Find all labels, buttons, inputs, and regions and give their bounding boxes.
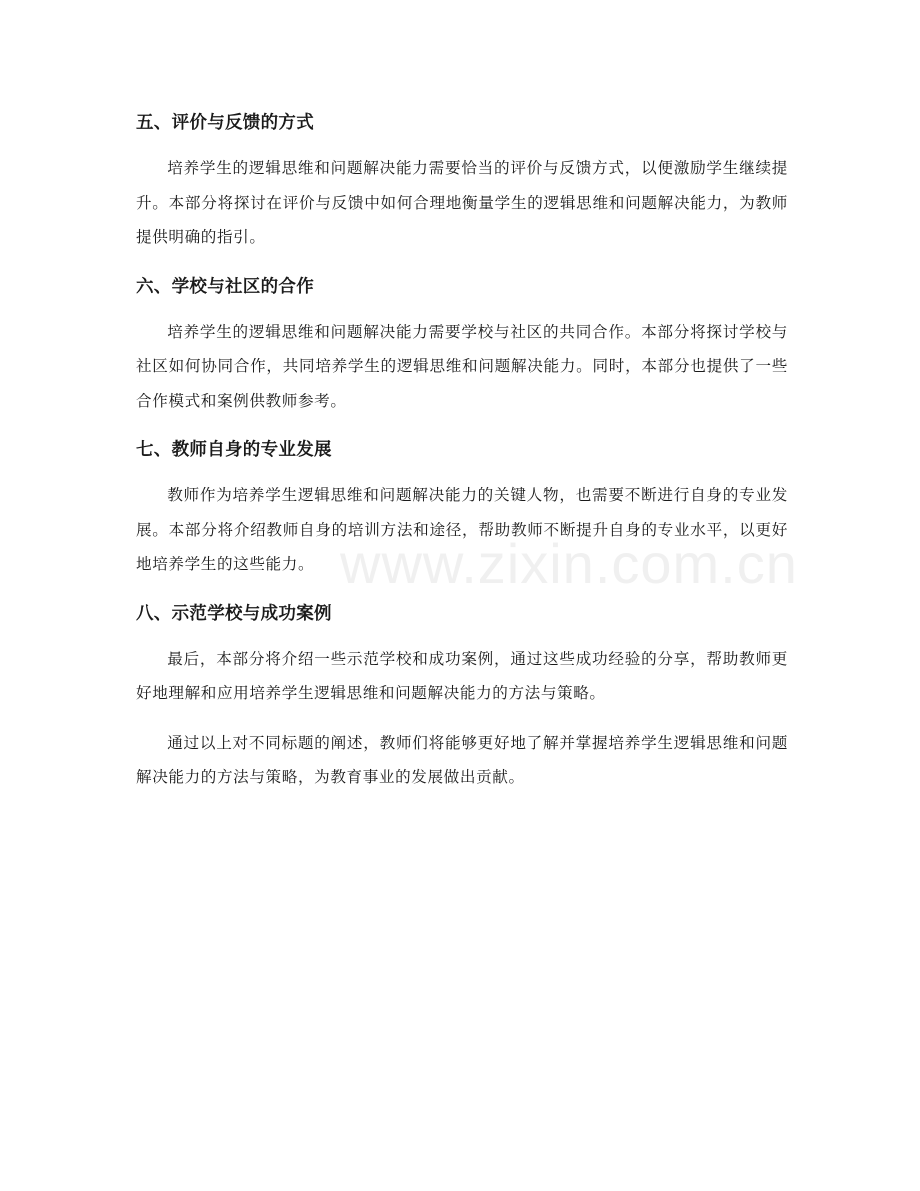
- document-body: [136, 106, 788, 810]
- section-heading: 六、学校与社区的合作: [136, 276, 314, 297]
- section-paragraph: 培养学生的逻辑思维和问题解决能力需要学校与社区的共同合作。本部分将探讨学校与社区如何协同合作，共同培养学生的逻辑思维和问题解决能力。同时，本部分也提供了一些合作模式和案例供教师参考。: [136, 322, 788, 410]
- watermark: www.zixin.com.cn: [340, 532, 798, 595]
- closing-paragraph: 通过以上对不同标题的阐述，教师们将能够更好地了解并掌握培养学生逻辑思维和问题解决能力的方法与策略，为教育事业的发展做出贡献。: [136, 733, 788, 786]
- section-heading: 八、示范学校与成功案例: [136, 603, 332, 624]
- section-paragraph: 培养学生的逻辑思维和问题解决能力需要恰当的评价与反馈方式，以便激励学生继续提升。本部分将探讨在评价与反馈中如何合理地衡量学生的逻辑思维和问题解决能力，为教师提供明确的指引。: [136, 159, 788, 246]
- section-heading: 五、评价与反馈的方式: [136, 113, 314, 133]
- section-paragraph: 最后，本部分将介绍一些示范学校和成功案例，通过这些成功经验的分享，帮助教师更好地理解和应用培养学生逻辑思维和问题解决能力的方法与策略。: [136, 649, 788, 702]
- section-paragraph: 教师作为培养学生逻辑思维和问题解决能力的关键人物，也需要不断进行自身的专业发展。本部分将介绍教师自身的培训方法和途径，帮助教师不断提升自身的专业水平，以更好地培养学生的这些能力。: [136, 486, 788, 573]
- section-heading: 七、教师自身的专业发展: [136, 440, 332, 460]
